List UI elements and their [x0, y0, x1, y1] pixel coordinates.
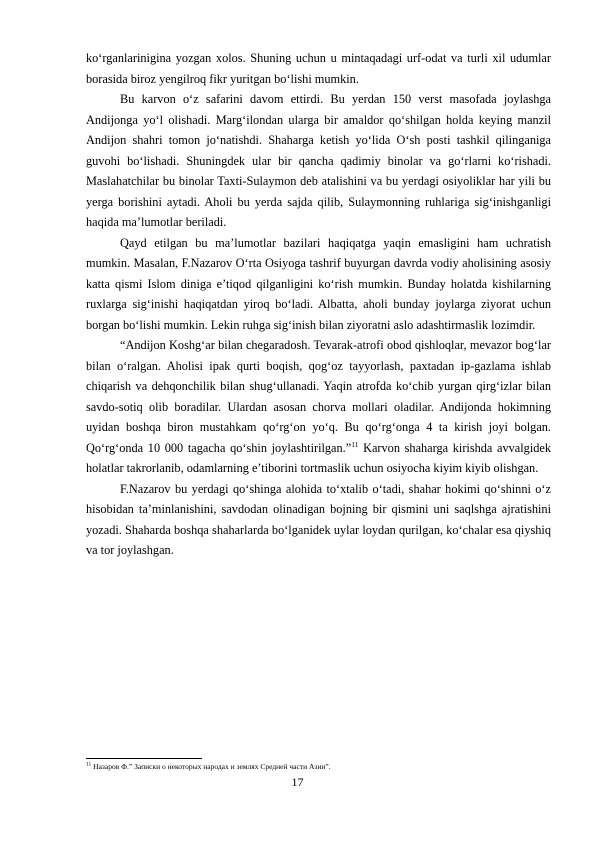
footnote-divider — [86, 758, 202, 759]
paragraph-army: F.Nazarov bu yerdagi qo‘shinga alohida to‘xtalib o‘tadi, shahar hokimi qo‘shinni o‘z hisobidan ta’minlanishini, savdodan olinadigan bojning bir qismini uni saqlshga ajratishini yozadi. Shaharda boshqa shaharlarda bo‘lganidek uylar loydan qurilgan, ko‘chalar esa qiyshiq va tor joylashgan. — [86, 481, 551, 557]
paragraph-critique: Qayd etilgan bu ma’lumotlar bazilari haqiqatga yaqin emasligini ham uchratish mumkin. Masalan, F.Nazarov O‘rta Osiyoga tashrif buyurgan davrda vodiy aholisining asosiy katta qismi Islom diniga e’tiqod qilganligini ko‘rish mumkin. Bunday holatda kishilarning ruxlarga sig‘inishi haqiqatdan yiroq bo‘ladi. Albatta, aholi bunday joylarga ziyorat uchun borgan bo‘lishi mumkin. Lekin ruhga sig‘inish bilan ziyoratni aslo adashtirmaslik lozimdir. — [86, 235, 551, 332]
paragraph-andijon-quote — [86, 335, 551, 479]
paragraph-caravan-journey: Bu karvon o‘z safarini davom ettirdi. Bu yerdan 150 verst masofada joylashga Andijonga yo‘l olishadi. Marg‘ilondan ularga bir amaldor qo‘shilgan holda keying manzil Andijon shahri tomon jo‘natishdi. Shaharga ketish yo‘lida O‘sh posti tashkil qilinganiga guvohi bo‘lishadi. Shuningdek ular bir qancha qadimiy binolar va go‘rlarni ko‘rishadi. Maslahatchilar bu binolar Taxti-Sulaymon deb atalishini va bu yerdagi osiyoliklar har yili bu yerga borishini aytadi. Aholi bu yerda sajda qilib, Sulaymonning ruhlariga sig‘inishganligi haqida ma’lumotlar beriladi. — [86, 92, 551, 229]
quote-tail: Karvon shaharga kirishda avvalgidek holatlar takrorlanib, odamlarning e’tiborini tortmaslik uchun osiyocha kiyim kiyib olishgan. — [86, 440, 552, 475]
footnote-ref[interactable]: 11 — [351, 439, 359, 449]
body-text — [86, 48, 551, 561]
paragraph-continuation: ko‘rganlarinigina yozgan xolos. Shuning uchun u mintaqadagi urf-odat va turli xil udumlar borasida biroz yengilroq fikr yuritgan bo‘lishi mumkin. — [86, 51, 551, 86]
footnote-text: Назаров Ф.” Записки о некоторых народах и землях Средней части Азии”. — [91, 762, 331, 771]
page-number: 17 — [291, 775, 304, 789]
footnote — [86, 762, 551, 772]
quote-text: “Andijon Koshg‘ar bilan chegaradosh. Tevarak-atrofi obod qishloqlar, mevazor bog‘lar bilan o‘ralgan. Aholisi ipak qurti boqish, qog‘oz tayyorlash, paxtadan ip-gazlama ishlab chiqarish va dehqonchilik bilan shug‘ullanadi. Yaqin atrofda ko‘chib yurgan qirg‘izlar bilan savdo-sotiq olib boradilar. Ulardan asosan chorva mollari oladilar. Andijonda hokimning uyidan boshqa biron mustahkam qo‘rg‘on yo‘q. Bu qo‘rg‘onga 4 ta kirish joyi bolgan. Qo‘rg‘onda 10 000 tagacha qo‘shin joylashtirilgan.” — [86, 338, 551, 455]
footnote-number: 11 — [86, 761, 92, 768]
